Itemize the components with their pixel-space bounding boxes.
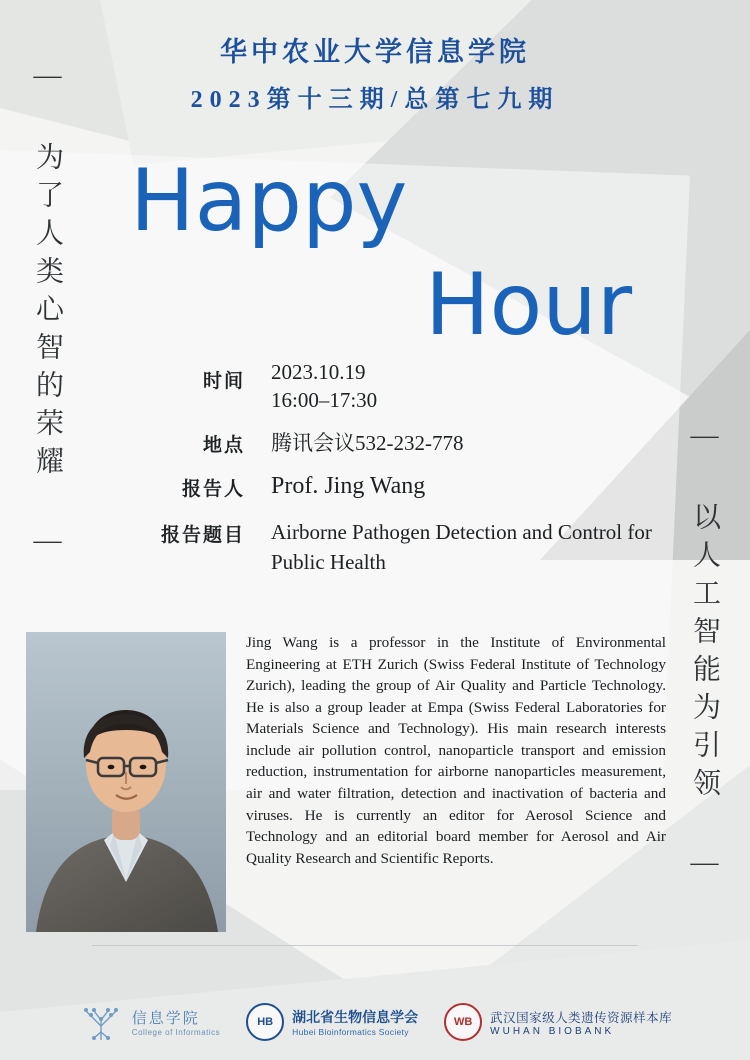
college-of-informatics-text (132, 1007, 220, 1037)
time-value-range: 16:00–17:30 (271, 388, 378, 413)
topic-value: Airborne Pathogen Detection and Control for Public Health (271, 519, 652, 575)
detail-row-time (140, 358, 700, 415)
speaker-bio: Jing Wang is a professor in the Institute of Environmental Engineering at ETH Zurich (Swiss Federal Institute of Technology Zurich), leading the group of Air Quality and Particle Technology. He is also a group leader at Empa (Swiss Federal Laboratories for Materials Science and Technology). His main research interests include air pollution control, nanoparticle transport and emission reduction, instrumentation for airborne nanoparticles measurement, air and water filtration, detection and inactivation of bacteria and viruses. He is currently an editor for Aerosol Science and Technology and an editorial board member for Aerosol and Air Quality Research and Scientific Reports. (246, 634, 666, 867)
poster-header (0, 30, 750, 114)
circuit-tree-icon (78, 1002, 124, 1042)
time-label: 时间 (202, 371, 245, 392)
footer-logos (0, 1002, 750, 1042)
logo-college-of-informatics (78, 1002, 220, 1042)
header-organization: 华中农业大学信息学院 (220, 37, 530, 67)
detail-row-place (140, 427, 700, 457)
topic-label: 报告题目 (160, 524, 245, 546)
logo-hubei-bioinformatics-society (246, 1003, 418, 1041)
speaker-photo (26, 632, 226, 932)
hubei-society-seal-icon: HB (246, 1003, 284, 1041)
place-value: 腾讯会议532-232-778 (271, 430, 464, 455)
wuhan-biobank-seal-icon: WB (444, 1003, 482, 1041)
wuhan-biobank-cn: 武汉国家级人类遗传资源样本库 (490, 1010, 673, 1025)
speaker-value: Prof. Jing Wang (271, 472, 426, 499)
logo-wuhan-biobank (444, 1003, 672, 1041)
hubei-society-en: Hubei Bioinformatics Society (292, 1027, 409, 1037)
place-label: 地点 (202, 434, 245, 456)
footer-divider (92, 945, 638, 946)
time-value-date: 2023.10.19 (271, 360, 366, 384)
wuhan-biobank-text (490, 1008, 672, 1037)
hubei-society-cn: 湖北省生物信息学会 (292, 1009, 419, 1025)
slogan-right: — 以人工智能为引领 — (689, 420, 720, 888)
event-details (140, 358, 700, 590)
hubei-society-text (292, 1007, 418, 1037)
time-value (271, 358, 377, 415)
college-of-informatics-en: College of Informatics (131, 1028, 221, 1037)
speaker-portrait-illustration (26, 632, 226, 932)
wuhan-biobank-en: WUHAN BIOBANK (490, 1025, 615, 1037)
header-issue: 2023第十三期/总第七九期 (190, 87, 560, 113)
college-of-informatics-cn: 信息学院 (131, 1010, 200, 1027)
detail-row-topic (140, 517, 700, 578)
detail-row-speaker (140, 471, 700, 501)
title-line-2: Hour (425, 255, 633, 355)
title-line-1: Happy (130, 151, 408, 251)
speaker-label: 报告人 (181, 478, 245, 500)
slogan-left: — 为了人类心智的荣耀 — (32, 60, 63, 566)
